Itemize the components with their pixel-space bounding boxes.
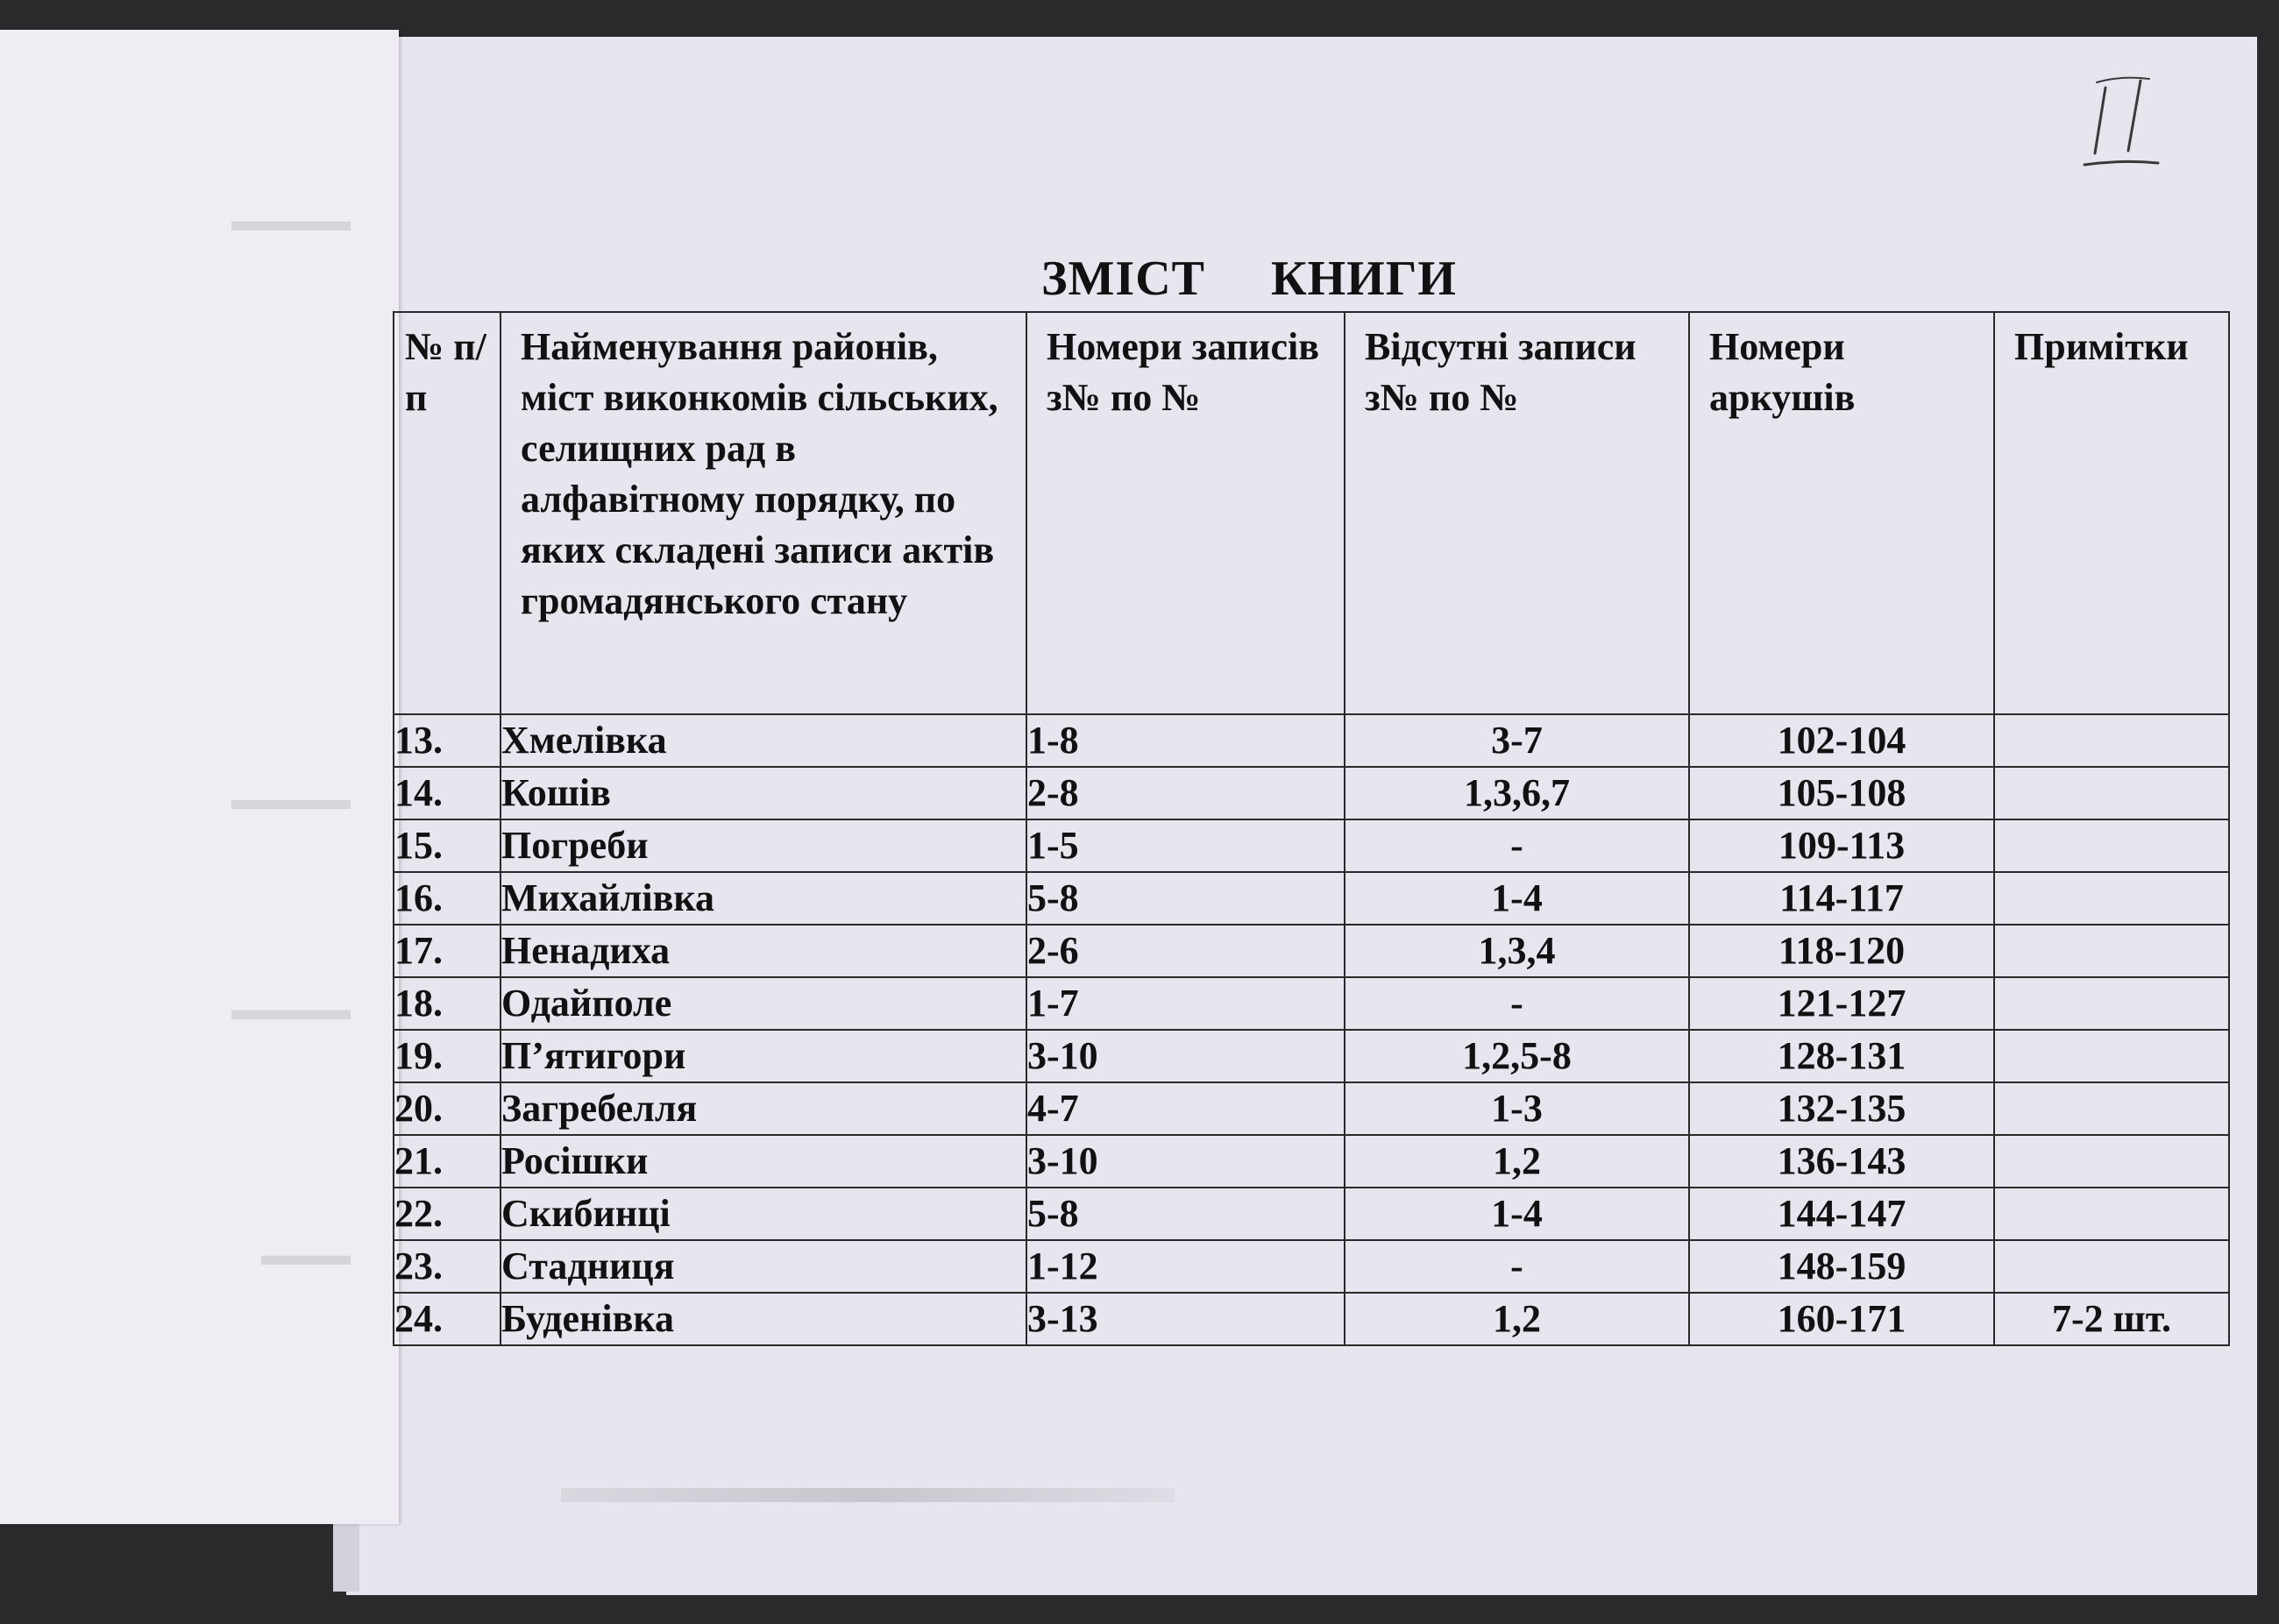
row-missing: - (1345, 977, 1689, 1030)
paper-smudge (561, 1488, 1175, 1502)
row-records: 1-12 (1026, 1240, 1345, 1293)
bleed-through-text: ▬▬▬ (261, 1239, 351, 1272)
row-name: Михайлівка (501, 872, 1026, 925)
row-note (1994, 1082, 2229, 1135)
row-sheets: 136-143 (1689, 1135, 1994, 1188)
row-number: 24. (394, 1293, 501, 1345)
row-number: 19. (394, 1030, 501, 1082)
row-name: Хмелівка (501, 714, 1026, 767)
row-missing: 1,2,5-8 (1345, 1030, 1689, 1082)
row-number: 13. (394, 714, 501, 767)
header-sheets: Номери аркушів (1689, 312, 1994, 714)
row-missing: 1,2 (1345, 1135, 1689, 1188)
row-note (1994, 1135, 2229, 1188)
table-row (394, 1082, 2229, 1135)
row-note: 7-2 шт. (1994, 1293, 2229, 1345)
header-name: Найменування районів, міст виконкомів сільських, селищних рад в алфавітному порядку, по яких складені записи актів громадянського стану (501, 312, 1026, 714)
row-name: П’ятигори (501, 1030, 1026, 1082)
row-name: Кошів (501, 767, 1026, 819)
row-name: Загребелля (501, 1082, 1026, 1135)
row-name: Буденівка (501, 1293, 1026, 1345)
table-row (394, 1240, 2229, 1293)
row-number: 17. (394, 925, 501, 977)
row-name: Одайполе (501, 977, 1026, 1030)
row-records: 3-13 (1026, 1293, 1345, 1345)
row-missing: 1-3 (1345, 1082, 1689, 1135)
row-sheets: 144-147 (1689, 1188, 1994, 1240)
row-number: 15. (394, 819, 501, 872)
row-missing: 1,3,6,7 (1345, 767, 1689, 819)
row-sheets: 114-117 (1689, 872, 1994, 925)
row-missing: 1,3,4 (1345, 925, 1689, 977)
row-records: 2-6 (1026, 925, 1345, 977)
table-row (394, 1135, 2229, 1188)
table-row (394, 714, 2229, 767)
table-row (394, 1188, 2229, 1240)
header-number: № п/п (394, 312, 501, 714)
row-note (1994, 767, 2229, 819)
table-row (394, 977, 2229, 1030)
row-missing: 3-7 (1345, 714, 1689, 767)
row-records: 1-5 (1026, 819, 1345, 872)
row-missing: 1,2 (1345, 1293, 1689, 1345)
row-number: 22. (394, 1188, 501, 1240)
row-sheets: 160-171 (1689, 1293, 1994, 1345)
row-sheets: 148-159 (1689, 1240, 1994, 1293)
bleed-through-text: ▬▬▬▬ (231, 994, 351, 1026)
row-note (1994, 1030, 2229, 1082)
table-row (394, 1030, 2229, 1082)
row-sheets: 109-113 (1689, 819, 1994, 872)
row-number: 23. (394, 1240, 501, 1293)
row-missing: 1-4 (1345, 1188, 1689, 1240)
row-number: 14. (394, 767, 501, 819)
row-name: Погреби (501, 819, 1026, 872)
row-note (1994, 925, 2229, 977)
row-number: 18. (394, 977, 501, 1030)
row-sheets: 121-127 (1689, 977, 1994, 1030)
row-records: 1-7 (1026, 977, 1345, 1030)
row-records: 5-8 (1026, 872, 1345, 925)
row-sheets: 132-135 (1689, 1082, 1994, 1135)
table-row (394, 1293, 2229, 1345)
row-name: Стадниця (501, 1240, 1026, 1293)
row-sheets: 105-108 (1689, 767, 1994, 819)
table-header-row (394, 312, 2229, 714)
row-number: 20. (394, 1082, 501, 1135)
row-records: 5-8 (1026, 1188, 1345, 1240)
row-records: 2-8 (1026, 767, 1345, 819)
row-note (1994, 977, 2229, 1030)
row-records: 3-10 (1026, 1030, 1345, 1082)
document-title: ЗМІСТ КНИГИ (1041, 252, 1457, 306)
row-note (1994, 872, 2229, 925)
header-missing: Відсутні записи з№ по № (1345, 312, 1689, 714)
row-records: 1-8 (1026, 714, 1345, 767)
row-missing: - (1345, 819, 1689, 872)
row-note (1994, 1240, 2229, 1293)
row-name: Росішки (501, 1135, 1026, 1188)
row-sheets: 118-120 (1689, 925, 1994, 977)
table-row (394, 872, 2229, 925)
row-number: 16. (394, 872, 501, 925)
row-number: 21. (394, 1135, 501, 1188)
table-row (394, 925, 2229, 977)
contents-table (393, 311, 2230, 1346)
row-name: Скибинці (501, 1188, 1026, 1240)
row-note (1994, 1188, 2229, 1240)
row-records: 3-10 (1026, 1135, 1345, 1188)
row-records: 4-7 (1026, 1082, 1345, 1135)
row-missing: - (1345, 1240, 1689, 1293)
bleed-through-text: ▬▬▬▬ (231, 205, 351, 238)
header-notes: Примітки (1994, 312, 2229, 714)
row-missing: 1-4 (1345, 872, 1689, 925)
row-name: Ненадиха (501, 925, 1026, 977)
table-row (394, 767, 2229, 819)
row-note (1994, 819, 2229, 872)
bleed-through-text: ▬▬▬▬ (231, 784, 351, 816)
table-row (394, 819, 2229, 872)
header-records: Номери записів з№ по № (1026, 312, 1345, 714)
row-sheets: 102-104 (1689, 714, 1994, 767)
handwritten-page-mark (2069, 70, 2174, 184)
row-sheets: 128-131 (1689, 1030, 1994, 1082)
overlapping-sheet (0, 30, 399, 1524)
row-note (1994, 714, 2229, 767)
